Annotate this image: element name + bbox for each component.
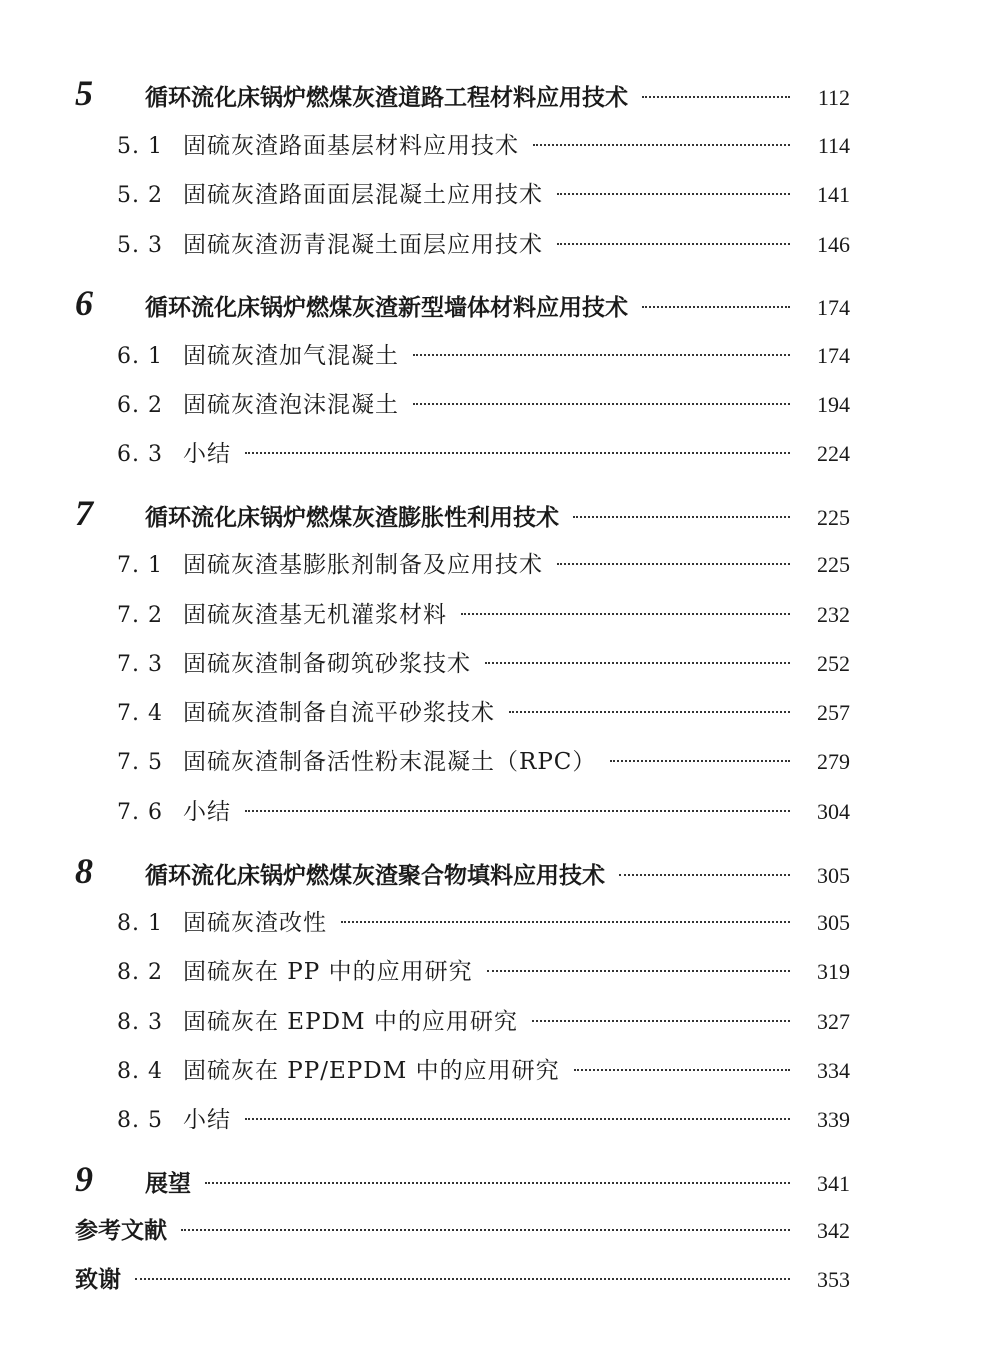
page-number: 339 [817,1107,850,1132]
section-number: 6. 2 [117,393,163,418]
toc-entry-section[interactable] [117,953,850,987]
page-number: 232 [817,602,850,627]
toc-entry-section[interactable] [117,645,850,679]
chapter-title: 循环流化床锅炉燃煤灰渣道路工程材料应用技术 [145,84,628,111]
toc-entry-section[interactable] [117,337,850,371]
dot-leader [245,452,790,454]
toc-entry-section[interactable] [117,743,850,777]
page-number: 257 [817,700,850,725]
section-title: 固硫灰渣路面基层材料应用技术 [183,133,519,159]
dot-leader [573,516,790,518]
chapter-title: 循环流化床锅炉燃煤灰渣膨胀性利用技术 [145,504,559,531]
section-title: 固硫灰渣加气混凝土 [183,343,399,369]
section-number: 8. 5 [117,1108,163,1133]
section-title: 固硫灰渣制备活性粉末混凝土（RPC） [183,749,597,775]
toc-entry-chapter[interactable] [75,72,850,113]
section-title: 固硫灰渣基无机灌浆材料 [183,602,447,628]
section-number: 8. 2 [117,960,163,985]
section-number: 7. 5 [117,750,163,775]
section-number: 7. 6 [117,800,163,825]
dot-leader [487,970,790,972]
section-number: 6. 3 [117,442,163,467]
toc-entry-section[interactable] [117,904,850,938]
section-number: 7. 2 [117,603,163,628]
page-number: 225 [817,505,850,530]
dot-leader [509,711,790,713]
section-title: 固硫灰渣沥青混凝土面层应用技术 [183,232,543,258]
toc-entry-chapter[interactable] [75,282,850,323]
dot-leader [619,874,790,876]
toc-entry-section[interactable] [117,793,850,827]
chapter-title: 展望 [145,1170,191,1197]
back-title: 致谢 [75,1266,121,1293]
dot-leader [557,243,790,245]
toc-entry-section[interactable] [117,435,850,469]
back-title: 参考文献 [75,1217,167,1244]
dot-leader [642,306,790,308]
dot-leader [245,1118,790,1120]
dot-leader [341,921,790,923]
dot-leader [557,563,790,565]
toc-entry-section[interactable] [117,1003,850,1037]
page-number: 194 [817,392,850,417]
section-title: 小结 [183,799,231,825]
section-title: 固硫灰在 EPDM 中的应用研究 [183,1009,518,1035]
section-number: 8. 4 [117,1059,163,1084]
section-title: 固硫灰渣制备砌筑砂浆技术 [183,651,471,677]
page-number: 146 [817,232,850,257]
page-number: 224 [817,441,850,466]
dot-leader [181,1229,790,1231]
dot-leader [533,144,790,146]
chapter-number: 5 [75,73,93,113]
page-number: 114 [817,133,850,158]
toc-entry-section[interactable] [117,1101,850,1135]
toc-entry-chapter[interactable] [75,850,850,891]
dot-leader [413,403,790,405]
section-number: 6. 1 [117,344,163,369]
section-number: 5. 3 [117,233,163,258]
page-number: 342 [817,1218,850,1243]
section-number: 8. 3 [117,1010,163,1035]
section-number: 7. 4 [117,701,163,726]
dot-leader [610,760,790,762]
page-number: 304 [817,799,850,824]
page-number: 305 [817,863,850,888]
toc-entry-chapter[interactable] [75,492,850,533]
toc-entry-section[interactable] [117,226,850,260]
dot-leader [245,810,790,812]
dot-leader [557,193,790,195]
dot-leader [135,1278,790,1280]
page-number: 305 [817,910,850,935]
page-number: 353 [817,1267,850,1292]
toc-entry-chapter[interactable] [75,1158,850,1199]
section-title: 固硫灰在 PP/EPDM 中的应用研究 [183,1058,560,1084]
toc-entry-section[interactable] [117,1052,850,1086]
page-number: 334 [817,1058,850,1083]
toc-entry-section[interactable] [117,546,850,580]
page-number: 279 [817,749,850,774]
dot-leader [461,613,790,615]
chapter-number: 8 [75,851,93,891]
section-title: 固硫灰渣基膨胀剂制备及应用技术 [183,552,543,578]
page-number: 225 [817,552,850,577]
page-number: 174 [817,295,850,320]
section-number: 7. 1 [117,553,163,578]
page-number: 141 [817,182,850,207]
chapter-number: 6 [75,283,93,323]
section-number: 8. 1 [117,911,163,936]
toc-entry-back[interactable] [75,1261,850,1295]
section-title: 固硫灰在 PP 中的应用研究 [183,959,473,985]
dot-leader [485,662,790,664]
section-title: 固硫灰渣泡沫混凝土 [183,392,399,418]
page-number: 319 [817,959,850,984]
page-number: 327 [817,1009,850,1034]
toc-entry-back[interactable] [75,1212,850,1246]
section-number: 7. 3 [117,652,163,677]
dot-leader [205,1182,790,1184]
dot-leader [532,1020,790,1022]
toc-entry-section[interactable] [117,386,850,420]
section-title: 小结 [183,441,231,467]
section-number: 5. 1 [117,134,163,159]
toc-entry-section[interactable] [117,596,850,630]
section-title: 固硫灰渣路面面层混凝土应用技术 [183,182,543,208]
toc-entry-section[interactable] [117,176,850,210]
dot-leader [574,1069,790,1071]
toc-entry-section[interactable] [117,694,850,728]
page-number: 174 [817,343,850,368]
section-title: 小结 [183,1107,231,1133]
section-title: 固硫灰渣制备自流平砂浆技术 [183,700,495,726]
chapter-title: 循环流化床锅炉燃煤灰渣新型墙体材料应用技术 [145,294,628,321]
page-number: 341 [817,1171,850,1196]
page-number: 252 [817,651,850,676]
section-title: 固硫灰渣改性 [183,910,327,936]
page-number: 112 [817,85,850,110]
chapter-number: 7 [75,493,93,533]
chapter-number: 9 [75,1159,93,1199]
toc-entry-section[interactable] [117,127,850,161]
dot-leader [413,354,790,356]
section-number: 5. 2 [117,183,163,208]
chapter-title: 循环流化床锅炉燃煤灰渣聚合物填料应用技术 [145,862,605,889]
dot-leader [642,96,790,98]
